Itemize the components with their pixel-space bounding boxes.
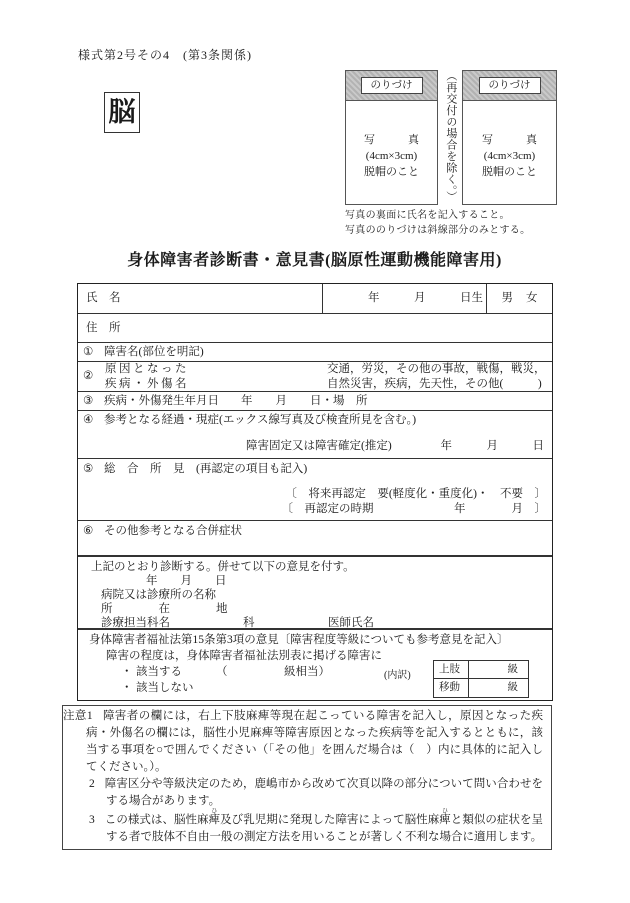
photo-box-left — [345, 70, 438, 205]
overall-findings-label: 総 合 所 見 (再認定の項目も記入) — [104, 463, 308, 475]
item-number: ① — [83, 345, 94, 358]
applicable-option: 該当する — [136, 666, 182, 678]
note-label: 2 — [89, 777, 95, 790]
mobility-grade: 級 — [507, 682, 518, 694]
sex-male-label: 男 — [501, 292, 513, 305]
hospital-name-label: 病院又は診療所の名称 — [101, 589, 216, 601]
table-row — [434, 661, 528, 679]
row-address — [78, 314, 552, 343]
onset-date-label: 疾病・外傷発生年月日 — [104, 394, 219, 407]
row-overall-findings — [78, 459, 552, 521]
name-label: 氏 名 — [86, 292, 121, 305]
glue-strip-right — [463, 71, 556, 101]
note-label: 注意1 — [63, 710, 93, 722]
item-number: ④ — [83, 414, 94, 426]
hospital-address-label: 所 在 地 — [101, 603, 228, 615]
birthdate-field — [323, 284, 487, 313]
opinion-heading: 身体障害者福祉法第15条第3項の意見〔障害程度等級についても参考意見を記入〕 — [89, 634, 509, 646]
disability-name-label: 障害名(部位を明記) — [104, 345, 204, 358]
department-label: 診療担当科名 — [101, 617, 170, 629]
history-label: 参考となる経過・現症(エックス線写真及び検査所見を含む。) — [104, 414, 417, 426]
birthdate-label: 年 月 日生 — [368, 292, 483, 305]
opinion-degree-line: 障害の程度は，身体障害者福祉法別表に掲げる障害に — [106, 650, 382, 662]
brain-stamp-box — [104, 92, 140, 133]
legal-opinion-block — [78, 630, 552, 700]
fixation-label: 障害固定又は障害確定(推定) — [246, 440, 392, 452]
cause-options: 交通，労災，その他の事故，戦傷，戦災， 自然災害，疾病，先天性，その他( ) — [327, 362, 546, 390]
department-suffix: 科 — [243, 617, 255, 629]
recertification-line-1: 〔 将来再認定 要(軽度化・重度化)・ 不要 〕 — [285, 488, 546, 500]
notes-box — [62, 705, 552, 850]
photo-box-right — [462, 70, 557, 205]
photo-placeholder-left: 写 真 (4cm×3cm) 脱帽のこと — [364, 133, 419, 178]
address-label: 住 所 — [86, 321, 121, 334]
sex-field — [487, 284, 552, 313]
note-item-3: 3 この様式は、脳性麻痺ひ及び乳児期に発現した障害によって脳性麻痺ひと類似の症状を呈する者で肢体不自由一般の測定方法を用いることが著しく不利な場合に適用します。 — [89, 809, 544, 844]
glue-label: のりづけ — [361, 77, 423, 94]
photo-note-2: 写真ののりづけは斜線部分のみとする。 — [345, 225, 531, 236]
diagnosis-statement: 上記のとおり診断する。併せて以下の意見を付す。 — [91, 561, 355, 573]
note-label: 3 — [89, 814, 95, 827]
row-cause — [78, 362, 552, 392]
cause-label: 原因となった 疾病・外傷名 — [105, 362, 189, 390]
brain-stamp-character: 脳 — [108, 96, 136, 127]
item-number: ② — [83, 370, 94, 383]
row-complications — [78, 521, 552, 557]
upper-limb-grade: 級 — [507, 663, 518, 675]
grade-breakdown-table — [433, 660, 529, 698]
note-item-2: 2 障害区分や等級決定のため，鹿嶋市から改めて次頁以降の部分について問い合わせをする場合があります。 — [89, 777, 543, 807]
row-disability-name — [78, 343, 552, 362]
main-form-table — [77, 283, 553, 701]
mobility-label: 移動 — [434, 679, 469, 697]
fixation-date-blanks: 年 月 日 — [440, 440, 544, 452]
reissue-vertical-note: （再交付の場合を除く。） — [444, 70, 457, 203]
grade-paren-open: （ — [216, 666, 228, 678]
bullet-icon: ・ — [121, 682, 133, 694]
upper-limb-label: 上肢 — [434, 661, 469, 678]
not-applicable-option: 該当しない — [136, 682, 194, 694]
photo-note-1: 写真の裏面に氏名を記入すること。 — [345, 210, 510, 221]
diagnosis-block — [78, 557, 552, 630]
diagnosis-date-blanks: 年 月 日 — [146, 575, 227, 587]
doctor-name-label: 医師氏名 — [328, 617, 374, 629]
breakdown-label: (内訳) — [384, 670, 411, 681]
glue-strip-left — [346, 71, 437, 101]
form-code: 様式第2号その4 (第3条関係) — [78, 48, 252, 62]
name-field — [78, 284, 323, 313]
complications-label: その他参考となる合併症状 — [104, 525, 242, 537]
grade-equivalent-label: 級相当） — [284, 666, 330, 678]
recertification-line-2: 〔 再認定の時期 年 月 〕 — [281, 503, 546, 515]
page-title: 身体障害者診断書・意見書(脳原性運動機能障害用) — [127, 252, 502, 269]
sex-female-label: 女 — [526, 292, 538, 305]
item-number: ⑤ — [83, 463, 94, 475]
item-number: ③ — [83, 394, 94, 407]
glue-label: のりづけ — [479, 77, 541, 94]
item-number: ⑥ — [83, 525, 94, 537]
photo-placeholder-right: 写 真 (4cm×3cm) 脱帽のこと — [482, 133, 537, 178]
row-name — [78, 284, 552, 314]
row-onset-date — [78, 392, 552, 411]
bullet-icon: ・ — [121, 666, 133, 678]
onset-date-blanks: 年 月 日・場 所 — [241, 394, 368, 407]
table-row — [434, 679, 528, 697]
row-history — [78, 411, 552, 459]
note-item-1: 注意1 障害者の欄には，右上下肢麻痺等現在起こっている障害を記入し，原因となった疾病・外傷名の欄には，脳性小児麻痺等障害原因となった疾病等を記入するとともに，該当する事項を○で囲んでください（「その他」を囲んだ場合は（ ）内に具体的に記入してください。）。 — [63, 710, 544, 773]
